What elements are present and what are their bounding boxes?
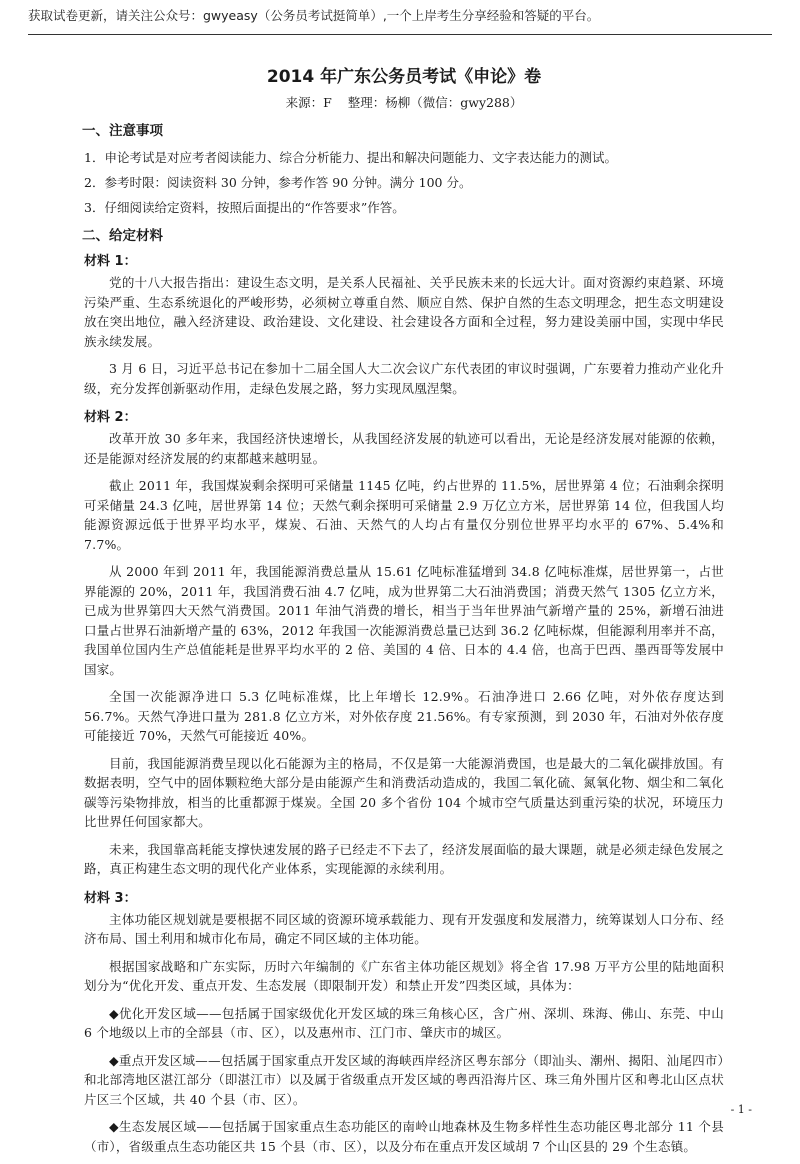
source-editor: 整理：杨柳（微信：gwy288） xyxy=(347,95,523,110)
source-from: 来源：F xyxy=(285,95,332,110)
material-2-paragraph: 从 2000 年到 2011 年，我国能源消费总量从 15.61 亿吨标准猛增到 34.8 亿吨标准煤，居世界第一，占世界能源的 20%，2011 年，我国消费石油 4.7 亿吨，成为世界第二大石油消费国；消费天然气 1305 亿立方米，已成为世界第四大天然气消费国。2011 年油气消费的增长，相当于当年世界油气新增产量的 25%，新增石油进口量占世界石油新增产量的 63%，2012 年我国一次能源消费总量已达到 36.2 亿吨标煤，但能源利用率并不高，我国单位国内生产总值能耗是世界平均水平的 2 倍、美国的 4 倍、日本的 4.4 倍，也高于巴西、墨西哥等发展中国家。 xyxy=(84,564,724,677)
notice-item: 1．申论考试是对应考者阅读能力、综合分析能力、提出和解决问题能力、文字表达能力的测试。 xyxy=(84,150,617,165)
material-2-label: 材料 2： xyxy=(84,410,137,425)
material-3-paragraph: 根据国家战略和广东实际，历时六年编制的《广东省主体功能区规划》将全省 17.98 万平方公里的陆地面积划分为“优化开发、重点开发、生态发展（即限制开发）和禁止开发”四类区域，具体为： xyxy=(84,958,724,993)
header-divider xyxy=(28,34,772,35)
material-1-label: 材料 1： xyxy=(84,254,137,269)
document-page xyxy=(84,56,724,1164)
material-2-paragraph: 截止 2011 年，我国煤炭剩余探明可采储量 1145 亿吨，约占世界的 11.5%，居世界第 4 位；石油剩余探明可采储量 24.3 亿吨，居世界第 14 位；天然气剩余探明可采储量 2.9 万亿立方米，居世界第 14 位，但我国人均能源资源远低于世界平均水平，煤炭、石油、天然气的人均占有量仅分别位世界平均水平的 67%、5.4%和 7.7%。 xyxy=(84,478,724,552)
header-note: 获取试卷更新，请关注公众号：gwyeasy（公务员考试挺简单）,一个上岸考生分享经验和答疑的平台。 xyxy=(28,8,600,23)
section-notice-heading: 一、注意事项 xyxy=(82,123,163,139)
material-2-paragraph: 改革开放 30 多年来，我国经济快速增长，从我国经济发展的轨迹可以看出，无论是经济发展对能源的依赖，还是能源对经济发展的约束都越来越明显。 xyxy=(84,431,724,466)
material-3-bullet: ◆生态发展区域——包括属于国家重点生态功能区的南岭山地森林及生物多样性生态功能区粤北部分 11 个县（市），省级重点生态功能区共 15 个县（市、区），以及分布在重点开发区域胡 7 个山区县的 29 个生态镇。 xyxy=(84,1119,724,1154)
source-line xyxy=(84,93,724,111)
material-1-paragraph: 党的十八大报告指出：建设生态文明，是关系人民福祉、关乎民族未来的长远大计。面对资源约束趋紧、环境污染严重、生态系统退化的严峻形势，必须树立尊重自然、顺应自然、保护自然的生态文明理念，把生态文明建设放在突出地位，融入经济建设、政治建设、文化建设、社会建设各方面和全过程，努力建设美丽中国，实现中华民族永续发展。 xyxy=(84,275,724,349)
notice-item: 3．仔细阅读给定资料，按照后面提出的“作答要求”作答。 xyxy=(84,200,405,215)
material-3-bullet: ◆重点开发区域——包括属于国家重点开发区域的海峡西岸经济区粤东部分（即汕头、潮州、揭阳、汕尾四市）和北部湾地区湛江部分（即湛江市）以及属于省级重点开发区域的粤西沿海片区、珠三角外围片区和粤北山区点状片区三个区域，共 40 个县（市、区）。 xyxy=(84,1052,724,1107)
material-1-paragraph: 3 月 6 日，习近平总书记在参加十二届全国人大二次会议广东代表团的审议时强调，广东要着力推动产业化升级，充分发挥创新驱动作用，走绿色发展之路，努力实现凤凰涅槃。 xyxy=(84,361,724,396)
material-2-paragraph: 全国一次能源净进口 5.3 亿吨标准煤，比上年增长 12.9%。石油净进口 2.66 亿吨，对外依存度达到 56.7%。天然气净进口量为 281.8 亿立方米，对外依存度 21.56%。有专家预测，到 2030 年，石油对外依存度可能接近 70%，天然气可能接近 40%。 xyxy=(84,689,724,743)
material-2-paragraph: 未来，我国靠高耗能支撑快速发展的路子已经走不下去了，经济发展面临的最大课题，就是必须走绿色发展之路，真正构建生态文明的现代化产业体系，实现能源的永续利用。 xyxy=(84,841,724,876)
material-3-paragraph: 主体功能区规划就是要根据不同区域的资源环境承载能力、现有开发强度和发展潜力，统筹谋划人口分布、经济布局、国土利用和城市化布局，确定不同区域的主体功能。 xyxy=(84,911,724,946)
material-3-label: 材料 3： xyxy=(84,890,137,906)
section-materials-heading: 二、给定材料 xyxy=(82,228,163,244)
document-title: 2014 年广东公务员考试《申论》卷 xyxy=(266,67,542,87)
material-2-paragraph: 目前，我国能源消费呈现以化石能源为主的格局，不仅是第一大能源消费国，也是最大的二氧化碳排放国。有数据表明，空气中的固体颗粒绝大部分是由能源产生和消费活动造成的，我国二氧化硫、氮氧化物、烟尘和二氧化碳等污染物排放，相当的比重都源于煤炭。全国 20 多个省份 104 个城市空气质量达到重污染的状况，环境压力比世界任何国家都大。 xyxy=(84,755,724,829)
notice-item: 2．参考时限：阅读资料 30 分钟，参考作答 90 分钟。满分 100 分。 xyxy=(84,175,472,190)
material-3-bullet: ◆优化开发区域——包括属于国家级优化开发区域的珠三角核心区，含广州、深圳、珠海、佛山、东莞、中山 6 个地级以上市的全部县（市、区），以及惠州市、江门市、肇庆市的城区。 xyxy=(84,1005,724,1040)
page-number: - 1 - xyxy=(730,1103,752,1116)
